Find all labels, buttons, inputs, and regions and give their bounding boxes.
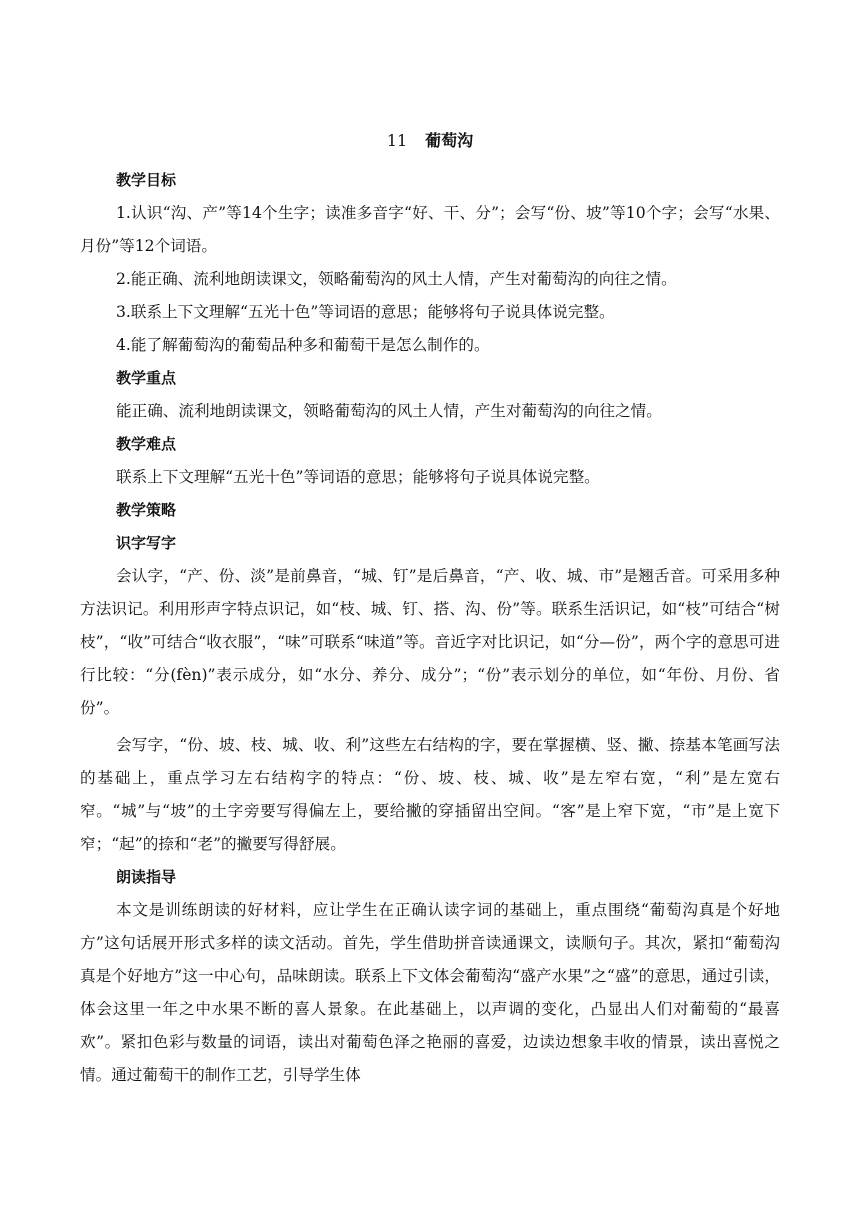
section-heading-strategies: 教学策略 bbox=[116, 501, 177, 519]
section-heading-difficulties: 教学难点 bbox=[116, 435, 177, 453]
literacy-paragraph-1: 会认字，“产、份、淡”是前鼻音，“城、钉”是后鼻音，“产、收、城、市”是翘舌音。可采用多种方法识记。利用形声字特点识记，如“枝、城、钉、搭、沟、份”等。联系生活识记，如“枝”可结合“树枝”，“收”可结合“收衣服”，“味”可联系“味道”等。音近字对比识记，如“分—份”，两个字的意思可进行比较：“分(fèn)”表示成分，如“水分、养分、成分”；“份”表示划分的单位，如“年份、月份、省份”。 bbox=[80, 567, 780, 717]
goal-item-2: 2.能正确、流利地朗读课文，领略葡萄沟的风土人情，产生对葡萄沟的向往之情。 bbox=[116, 270, 677, 288]
difficulties-text: 联系上下文理解“五光十色”等词语的意思；能够将句子说具体说完整。 bbox=[116, 468, 600, 486]
goal-item-4: 4.能了解葡萄沟的葡萄品种多和葡萄干是怎么制作的。 bbox=[116, 336, 490, 354]
reading-paragraph-1: 本文是训练朗读的好材料，应让学生在正确认读字词的基础上，重点围绕“葡萄沟真是个好地方”这句话展开形式多样的读文活动。首先，学生借助拼音读通课文，读顺句子。其次，紧扣“葡萄沟真是个好地方”这一中心句，品味朗读。联系上下文体会葡萄沟“盛产水果”之“盛”的意思，通过引读，体会这里一年之中水果不断的喜人景象。在此基础上，以声调的变化，凸显出人们对葡萄的“最喜欢”。紧扣色彩与数量的词语，读出对葡萄色泽之艳丽的喜爱，边读边想象丰收的情景，读出喜悦之情。通过葡萄干的制作工艺，引导学生体 bbox=[80, 901, 780, 1084]
key-points-text: 能正确、流利地朗读课文，领略葡萄沟的风土人情，产生对葡萄沟的向往之情。 bbox=[116, 402, 662, 420]
lesson-title bbox=[80, 126, 780, 156]
lesson-number: 11 bbox=[386, 131, 408, 150]
section-heading-reading: 朗读指导 bbox=[116, 868, 177, 886]
section-heading-key-points: 教学重点 bbox=[116, 369, 177, 387]
section-heading-goals: 教学目标 bbox=[116, 171, 177, 189]
goal-item-1: 1.认识“沟、产”等14个生字；读准多音字“好、干、分”；会写“份、坡”等10个字；会写“水果、月份”等12个词语。 bbox=[80, 204, 780, 255]
literacy-paragraph-2: 会写字，“份、坡、枝、城、收、利”这些左右结构的字，要在掌握横、竖、撇、捺基本笔画写法的基础上，重点学习左右结构字的特点：“份、坡、枝、城、收”是左窄右宽，“利”是左宽右窄。“城”与“坡”的土字旁要写得偏左上，要给撇的穿插留出空间。“客”是上窄下宽，“市”是上宽下窄；“起”的捺和“老”的撇要写得舒展。 bbox=[80, 736, 780, 853]
lesson-name: 葡萄沟 bbox=[425, 131, 474, 150]
goal-item-3: 3.联系上下文理解“五光十色”等词语的意思；能够将句子说具体说完整。 bbox=[116, 303, 615, 321]
section-heading-literacy: 识字写字 bbox=[116, 534, 177, 552]
